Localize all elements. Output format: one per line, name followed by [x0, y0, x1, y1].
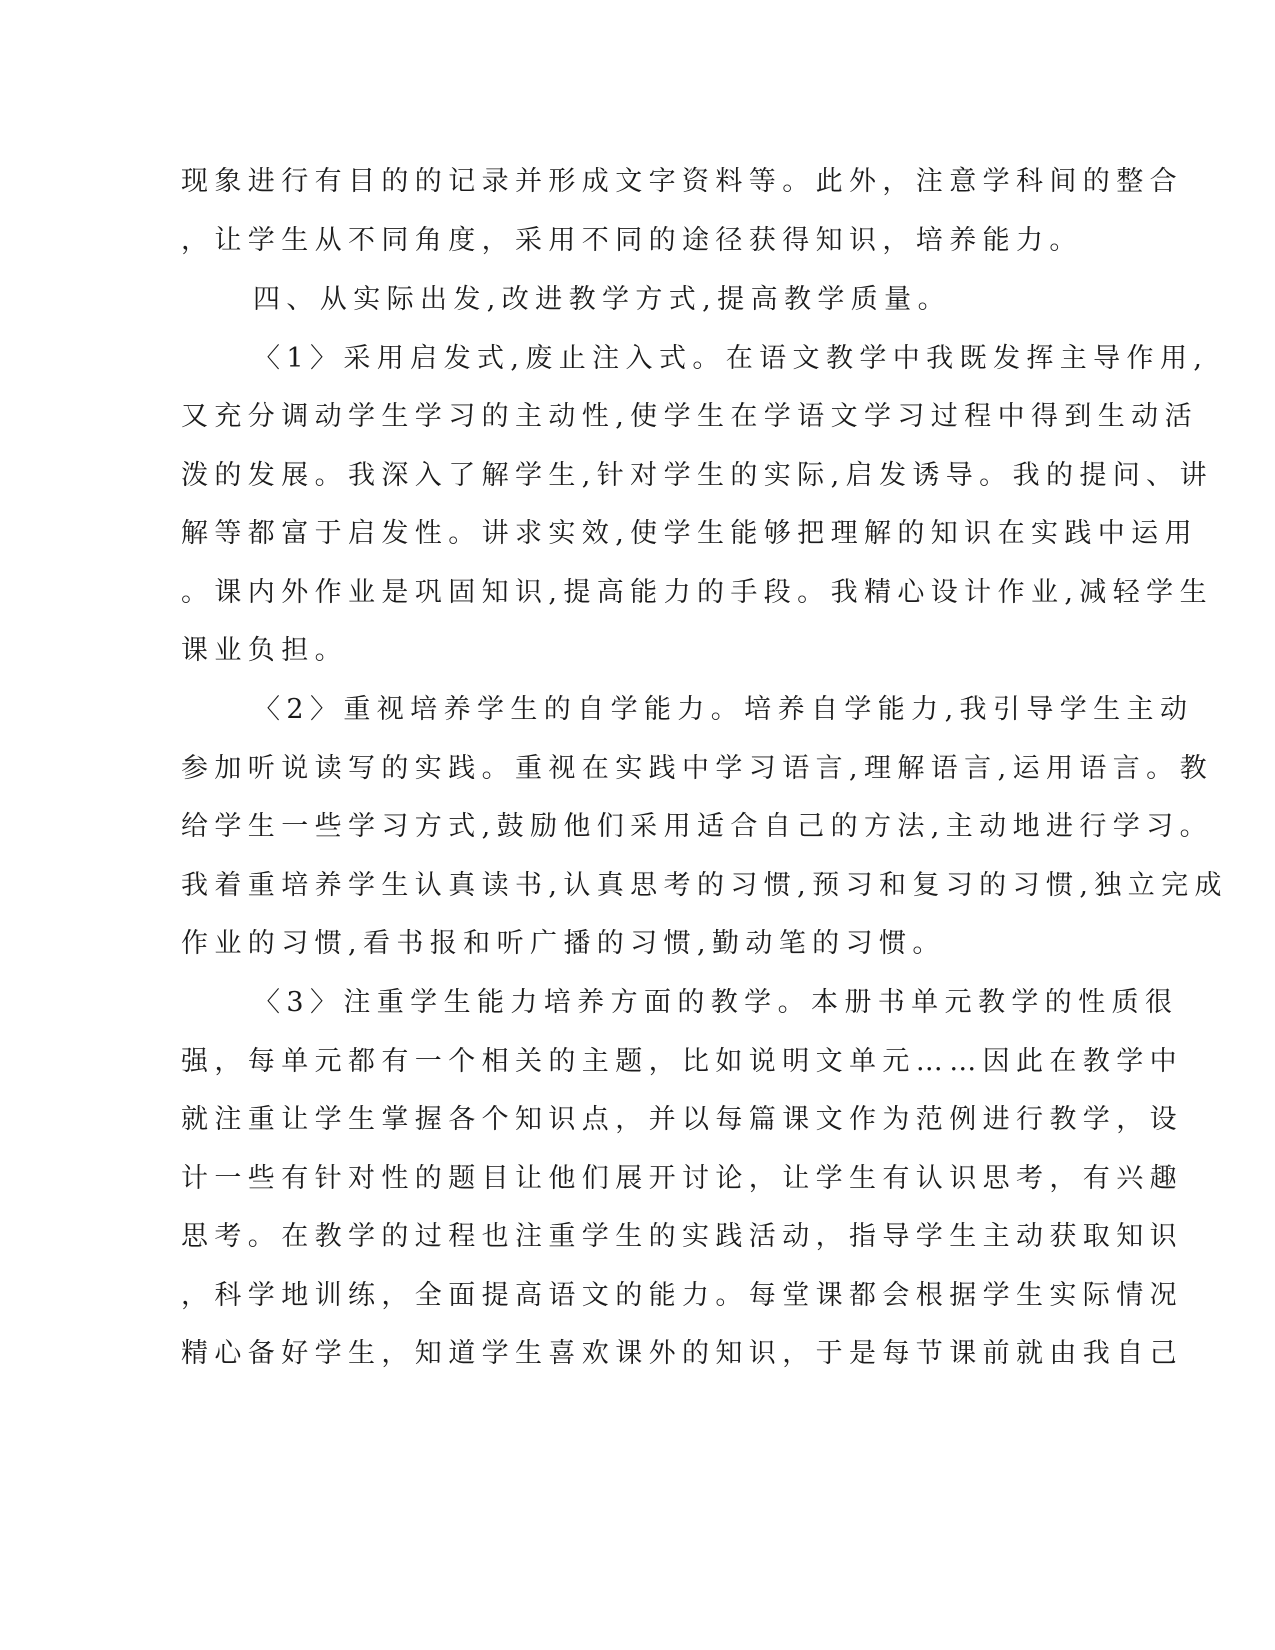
text-line-20: ，科学地训练，全面提高语文的能力。每堂课都会根据学生实际情况: [181, 1280, 1183, 1311]
section-heading-4: 四、从实际出发,改进教学方式,提高教学质量。: [253, 284, 951, 315]
text-line-19: 思考。在教学的过程也注重学生的实践活动，指导学生主动获取知识: [181, 1221, 1183, 1252]
text-line-17: 就注重让学生掌握各个知识点，并以每篇课文作为范例进行教学，设: [181, 1104, 1183, 1135]
text-line-9: 课业负担。: [181, 635, 348, 666]
text-line-14: 作业的习惯,看书报和听广播的习惯,勤动笔的习惯。: [181, 928, 946, 959]
text-line-13: 我着重培养学生认真读书,认真思考的习惯,预习和复习的习惯,独立完成: [181, 870, 1228, 901]
text-line-15: 〈3〉注重学生能力培养方面的教学。本册书单元教学的性质很: [253, 987, 1179, 1018]
text-line-1: 现象进行有目的的记录并形成文字资料等。此外，注意学科间的整合: [181, 166, 1183, 197]
text-line-21: 精心备好学生，知道学生喜欢课外的知识，于是每节课前就由我自己: [181, 1338, 1183, 1369]
text-line-4: 〈1〉采用启发式,废止注入式。在语文教学中我既发挥主导作用,: [253, 343, 1209, 374]
text-line-16: 强，每单元都有一个相关的主题，比如说明文单元……因此在教学中: [181, 1046, 1183, 1077]
text-line-2: ，让学生从不同角度，采用不同的途径获得知识，培养能力。: [181, 225, 1083, 256]
text-line-5: 又充分调动学生学习的主动性,使学生在学语文学习过程中得到生动活: [181, 401, 1198, 432]
text-line-12: 给学生一些学习方式,鼓励他们采用适合自己的方法,主动地进行学习。: [181, 811, 1213, 842]
text-line-10: 〈2〉重视培养学生的自学能力。培养自学能力,我引导学生主动: [253, 694, 1194, 725]
text-line-8: 。课内外作业是巩固知识,提高能力的手段。我精心设计作业,减轻学生: [181, 577, 1213, 608]
text-line-6: 泼的发展。我深入了解学生,针对学生的实际,启发诱导。我的提问、讲: [181, 460, 1213, 491]
text-line-7: 解等都富于启发性。讲求实效,使学生能够把理解的知识在实践中运用: [181, 518, 1198, 549]
text-line-11: 参加听说读写的实践。重视在实践中学习语言,理解语言,运用语言。教: [181, 753, 1213, 784]
text-line-18: 计一些有针对性的题目让他们展开讨论，让学生有认识思考，有兴趣: [181, 1163, 1183, 1194]
